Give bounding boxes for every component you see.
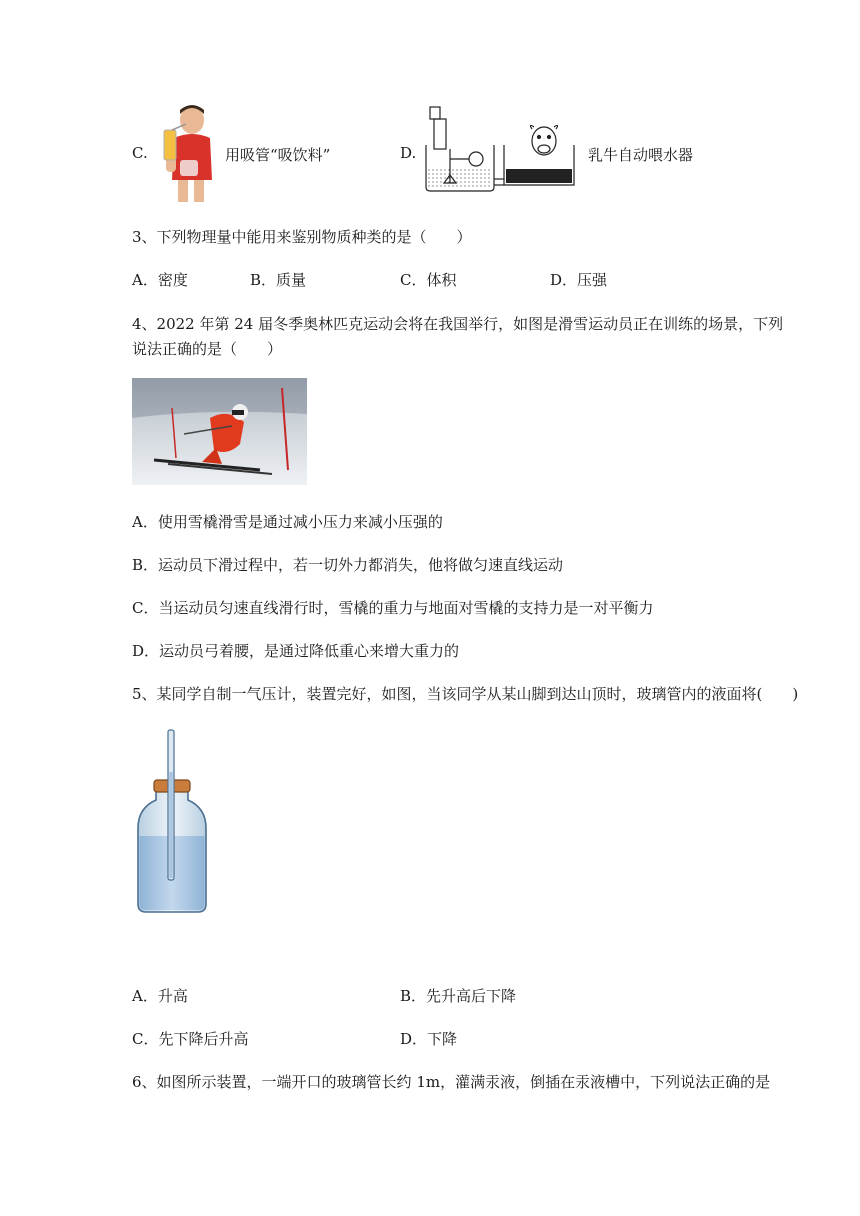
question-4-stem-line2: 说法正确的是（ ） xyxy=(132,340,283,358)
cow-water-feeder-diagram xyxy=(424,105,584,197)
question-4-stem-line1: 4、2022 年第 24 届冬季奥林匹克运动会将在我国举行，如图是滑雪运动员正在训练的场景，下列 xyxy=(132,315,784,333)
q4-option-b: B．运动员下滑过程中，若一切外力都消失，他将做匀速直线运动 xyxy=(132,556,564,574)
option-d-text: 乳牛自动喂水器 xyxy=(588,146,694,164)
question-5-stem: 5、某同学自制一气压计，装置完好，如图，当该同学从某山脚到达山顶时，玻璃管内的液面将( ) xyxy=(132,685,799,703)
option-c-label: C. xyxy=(132,144,148,162)
q3-option-b: B．质量 xyxy=(250,271,307,289)
option-d-label: D. xyxy=(400,144,417,162)
question-6-stem: 6、如图所示装置，一端开口的玻璃管长约 1m，灌满汞液，倒插在汞液槽中，下列说法正确的是 xyxy=(132,1073,771,1091)
q4-option-d: D．运动员弓着腰，是通过降低重心来增大重力的 xyxy=(132,642,460,660)
skier-photo xyxy=(132,378,307,485)
barometer-bottle-diagram xyxy=(134,728,210,918)
q5-option-a: A．升高 xyxy=(132,987,188,1005)
q5-option-c: C．先下降后升高 xyxy=(132,1030,249,1048)
q3-option-d: D．压强 xyxy=(550,271,608,289)
q5-option-d: D．下降 xyxy=(400,1030,458,1048)
q3-option-c: C．体积 xyxy=(400,271,457,289)
child-drinking-image xyxy=(160,102,216,202)
q4-option-a: A．使用雪橇滑雪是通过减小压力来减小压强的 xyxy=(132,513,443,531)
q4-option-c: C．当运动员匀速直线滑行时，雪橇的重力与地面对雪橇的支持力是一对平衡力 xyxy=(132,599,654,617)
q3-option-a: A．密度 xyxy=(132,271,188,289)
q5-option-b: B．先升高后下降 xyxy=(400,987,517,1005)
option-c-text: 用吸管“吸饮料” xyxy=(225,146,331,164)
question-3-stem: 3、下列物理量中能用来鉴别物质种类的是（ ） xyxy=(132,228,472,246)
